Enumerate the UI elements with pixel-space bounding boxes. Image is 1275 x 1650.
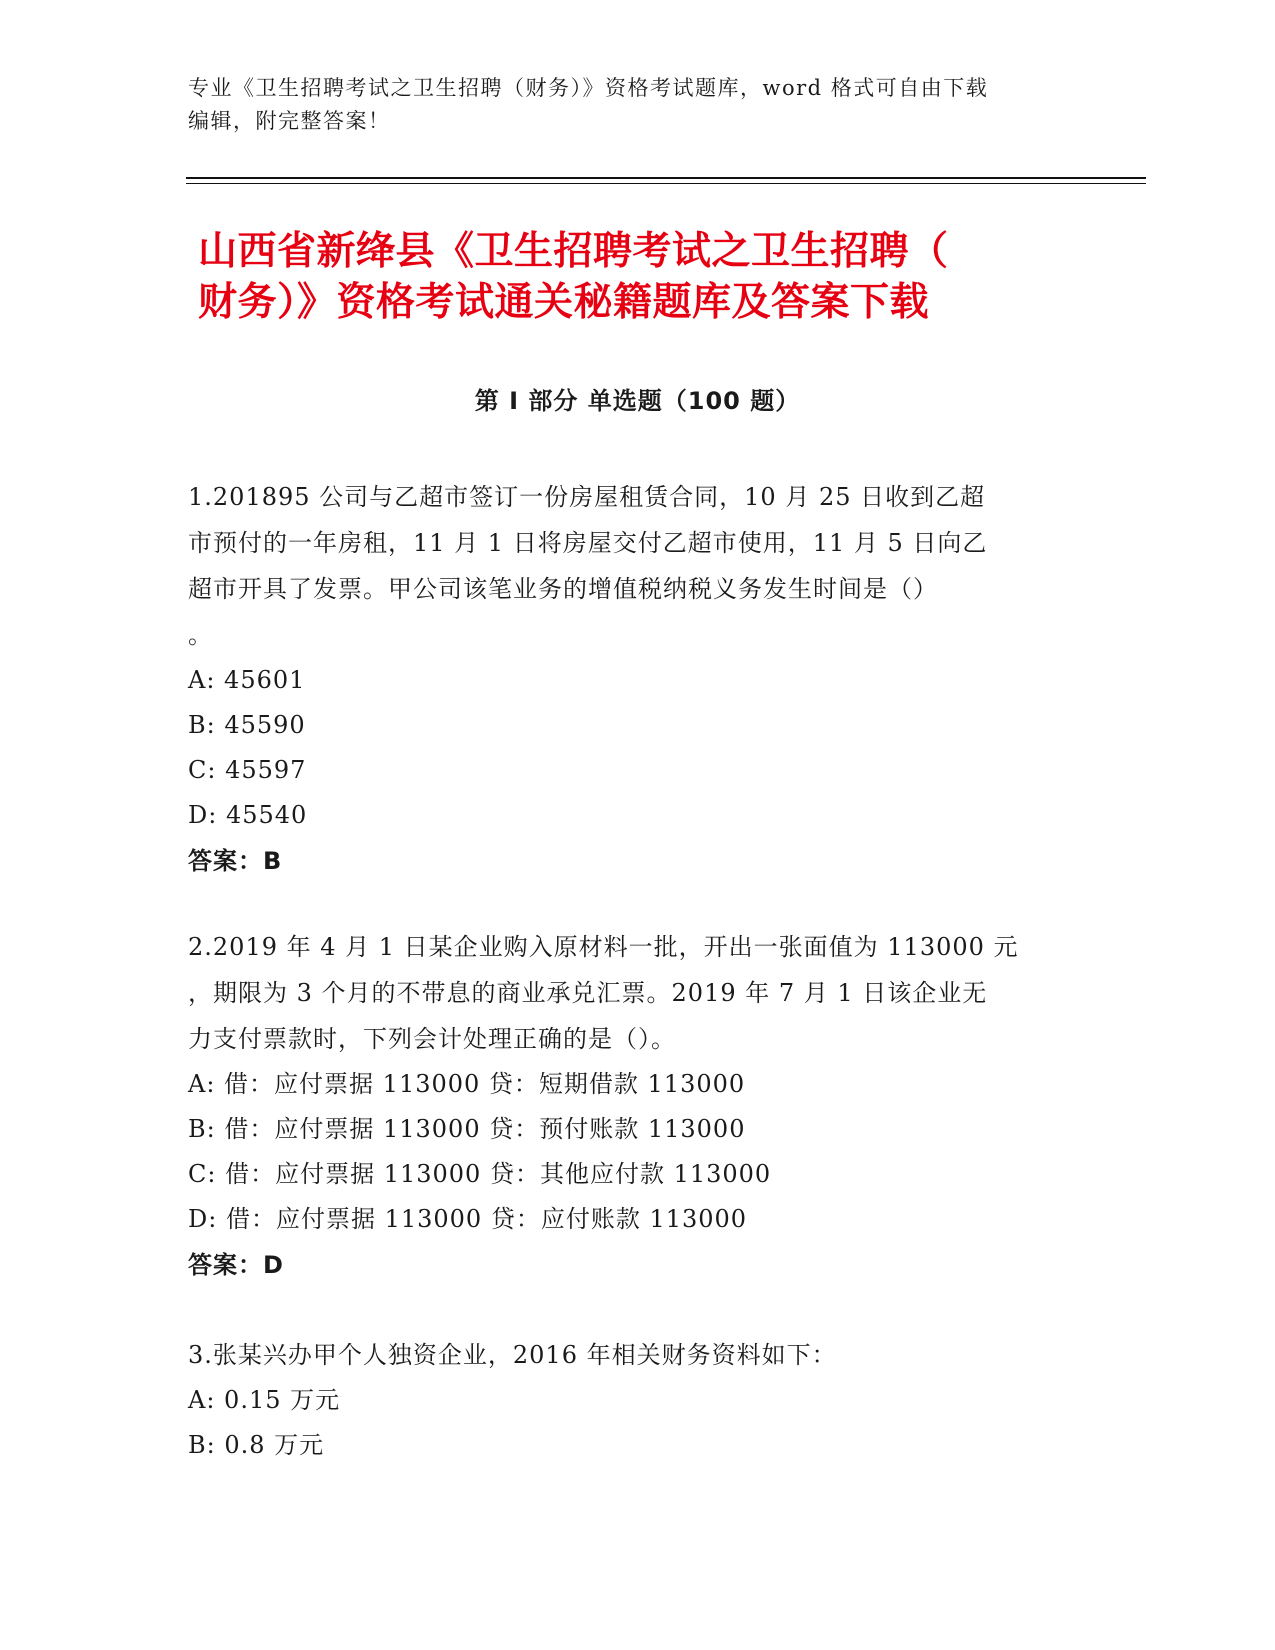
header-divider-thick (186, 177, 1146, 179)
option-a: A: 0.15 万元 (188, 1386, 341, 1414)
document-title-line: 山西省新绛县《卫生招聘考试之卫生招聘（ (198, 229, 949, 274)
document-title-line: 财务）》资格考试通关秘籍题库及答案下载 (198, 280, 930, 325)
option-c: C: 45597 (188, 756, 307, 784)
question-2 (188, 924, 1078, 1288)
option-d: D: 借：应付票据 113000 贷：应付账款 113000 (188, 1205, 748, 1233)
option-a: A: 45601 (188, 666, 306, 694)
question-stem-line: 超市开具了发票。甲公司该笔业务的增值税纳税义务发生时间是（） (188, 575, 938, 603)
question-stem-line: 。 (188, 621, 213, 649)
question-stem-line: 3.张某兴办甲个人独资企业，2016 年相关财务资料如下： (188, 1341, 837, 1369)
header-note (188, 72, 1068, 138)
header-note-line: 专业《卫生招聘考试之卫生招聘（财务）》资格考试题库，word 格式可自由下载 (188, 76, 989, 100)
document-title (198, 226, 1098, 328)
section-title: 第 I 部分 单选题（100 题） (474, 387, 801, 415)
option-c: C: 借：应付票据 113000 贷：其他应付款 113000 (188, 1160, 772, 1188)
question-3 (188, 1332, 1078, 1468)
answer-label: 答案：B (188, 847, 283, 875)
question-stem-line: 2.2019 年 4 月 1 日某企业购入原材料一批，开出一张面值为 113000 元 (188, 933, 1019, 961)
option-b: B: 45590 (188, 711, 306, 739)
option-b: B: 0.8 万元 (188, 1431, 325, 1459)
question-stem-line: 市预付的一年房租，11 月 1 日将房屋交付乙超市使用，11 月 5 日向乙 (188, 529, 988, 557)
question-stem-line: 1.201895 公司与乙超市签订一份房屋租赁合同，10 月 25 日收到乙超 (188, 483, 986, 511)
option-b: B: 借：应付票据 113000 贷：预付账款 113000 (188, 1115, 746, 1143)
option-a: A: 借：应付票据 113000 贷：短期借款 113000 (188, 1070, 746, 1098)
answer-label: 答案：D (188, 1251, 284, 1279)
question-stem-line: 力支付票款时，下列会计处理正确的是（）。 (188, 1025, 676, 1053)
question-1 (188, 474, 1078, 884)
header-divider-thin (186, 183, 1146, 184)
question-stem-line: ，期限为 3 个月的不带息的商业承兑汇票。2019 年 7 月 1 日该企业无 (188, 979, 988, 1007)
option-d: D: 45540 (188, 801, 308, 829)
header-note-line: 编辑，附完整答案！ (188, 109, 391, 133)
